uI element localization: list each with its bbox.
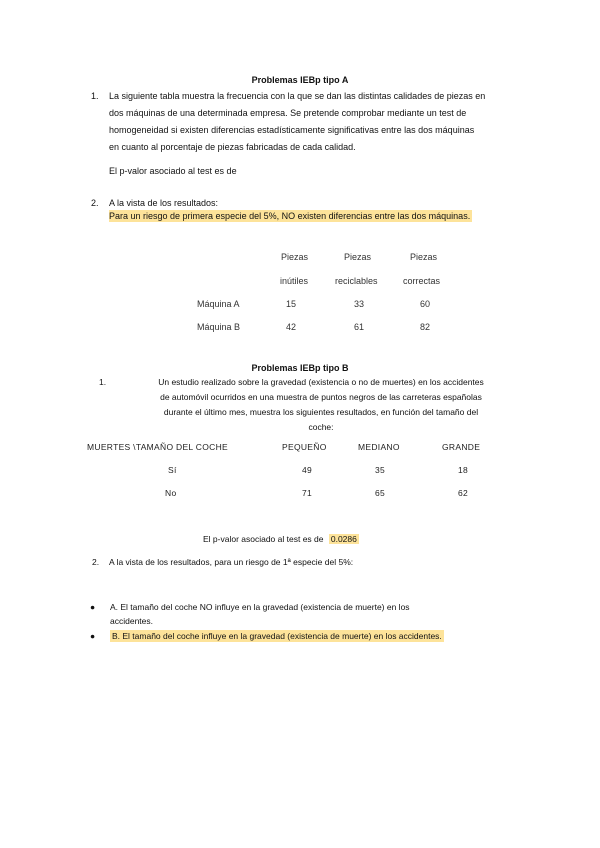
question-b1-line: coche: [308, 422, 334, 432]
table-cell: 82 [420, 322, 431, 332]
table-cell: 15 [286, 299, 297, 309]
pvalue-line [203, 533, 359, 545]
bullet-icon: ● [90, 602, 96, 612]
option-a-line: A. El tamaño del coche NO influye en la gravedad (existencia de muerte) en los [110, 602, 410, 612]
question-a1-number: 1. [91, 91, 99, 101]
question-a1-line: homogeneidad si existen diferencias estadísticamente significativas entre las dos máquinas [109, 125, 475, 135]
table-cell: 42 [286, 322, 297, 332]
option-a-line: accidentes. [110, 616, 153, 626]
section-a-title: Problemas IEBp tipo A [251, 75, 349, 85]
table-row-label: Sí [168, 465, 177, 475]
bullet-icon: ● [90, 631, 96, 641]
table-header: Piezas [410, 252, 438, 262]
table-header: MUERTES \TAMAÑO DEL COCHE [87, 442, 228, 452]
question-a1-text [109, 90, 549, 158]
table-cell: 61 [354, 322, 365, 332]
question-a2-text: A la vista de los resultados: [109, 198, 219, 208]
table-header: MEDIANO [358, 442, 400, 452]
table-cell: 60 [420, 299, 431, 309]
pvalue-label: El p-valor asociado al test es de [203, 534, 324, 544]
table-row-label: Máquina A [197, 299, 240, 309]
table-row-label: No [165, 488, 177, 498]
question-b2-number: 2. [92, 557, 100, 567]
option-a [110, 601, 530, 629]
question-a1-line: dos máquinas de una determinada empresa. Se pretende comprobar mediante un test de [109, 108, 467, 118]
option-b [110, 630, 444, 642]
question-a1-line: La siguiente tabla muestra la frecuencia con la que se dan las distintas calidades de piezas en [109, 91, 486, 101]
table-row-label: Máquina B [197, 322, 241, 332]
table-cell: 18 [458, 465, 469, 475]
table-header: PEQUEÑO [282, 442, 327, 452]
table-header: Piezas [344, 252, 372, 262]
table-header: correctas [403, 276, 441, 286]
question-b1-number: 1. [99, 377, 107, 387]
table-header: GRANDE [442, 442, 481, 452]
question-b2-text: A la vista de los resultados, para un riesgo de 1ª especie del 5%: [109, 557, 354, 567]
table-cell: 71 [302, 488, 313, 498]
table-cell: 35 [375, 465, 386, 475]
table-cell: 33 [354, 299, 365, 309]
question-a1-line: en cuanto al porcentaje de piezas fabricadas de cada calidad. [109, 142, 356, 152]
section-b-title: Problemas IEBp tipo B [251, 363, 349, 373]
table-header: inútiles [280, 276, 309, 286]
question-b1-line: Un estudio realizado sobre la gravedad (existencia o no de muertes) en los accidentes [158, 377, 484, 387]
question-b1-line: de automóvil ocurridos en una muestra de puntos negros de las carreteras españolas [160, 392, 482, 402]
table-cell: 62 [458, 488, 469, 498]
question-b1-text [112, 376, 530, 436]
question-a2-answer: Para un riesgo de primera especie del 5%, NO existen diferencias entre las dos máquinas. [109, 211, 471, 221]
table-header: reciclables [335, 276, 378, 286]
option-b-text: B. El tamaño del coche influye en la gravedad (existencia de muerte) en los accidentes. [112, 631, 442, 641]
table-cell: 65 [375, 488, 386, 498]
table-cell: 49 [302, 465, 313, 475]
question-b1-line: durante el último mes, muestra los siguientes resultados, en función del tamaño del [163, 407, 479, 417]
question-a2-number: 2. [91, 198, 99, 208]
table-header: Piezas [281, 252, 309, 262]
question-a1-pvalue: El p-valor asociado al test es de [109, 166, 237, 176]
pvalue-value: 0.0286 [330, 534, 357, 544]
